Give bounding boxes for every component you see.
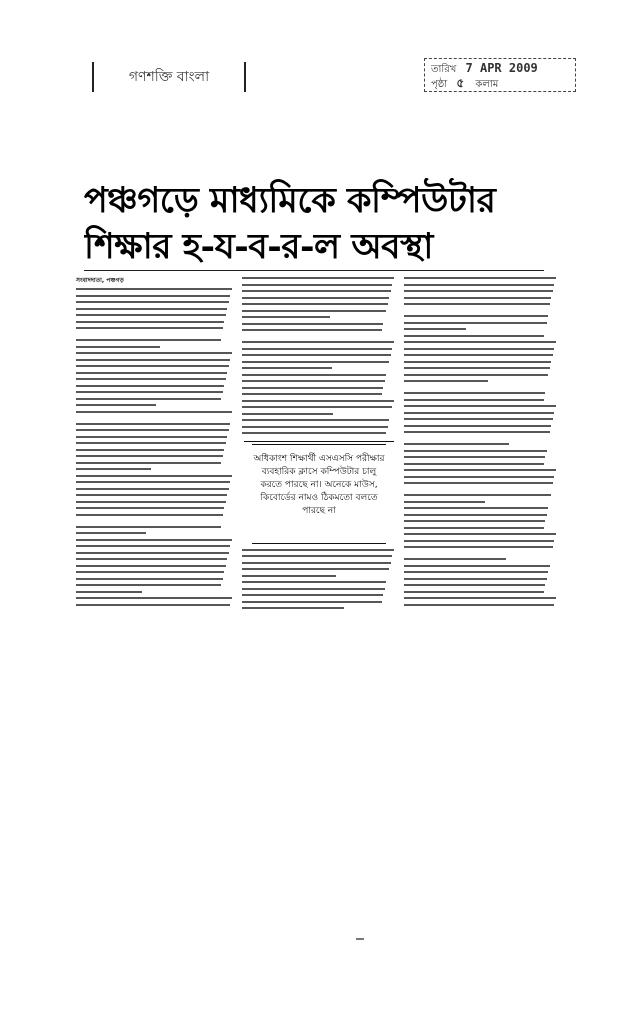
- text-line: [242, 575, 336, 577]
- text-line: [404, 565, 550, 567]
- text-line: [76, 411, 232, 413]
- text-line: [404, 341, 556, 343]
- text-line: [404, 501, 485, 503]
- text-line: [76, 372, 227, 374]
- text-line: [404, 315, 548, 317]
- text-line: [404, 284, 554, 286]
- text-line: [404, 450, 547, 452]
- news-clipping: [76, 172, 556, 587]
- text-line: [242, 290, 391, 292]
- page-label: পৃষ্ঠা: [431, 79, 448, 90]
- text-line: [76, 571, 224, 573]
- text-line: [242, 361, 389, 363]
- text-line: [76, 468, 151, 470]
- headline-line-1: পঞ্চগড়ে মাধ্যমিকে কম্পিউটার: [84, 180, 496, 221]
- text-line: [76, 404, 156, 406]
- headline: [84, 178, 554, 270]
- text-line: [404, 558, 506, 560]
- text-line: [76, 423, 230, 425]
- page-row: [431, 76, 498, 90]
- text-line: [404, 335, 544, 337]
- text-line: [404, 463, 544, 465]
- text-line: [404, 418, 553, 420]
- text-line: [76, 327, 223, 329]
- text-line: [242, 406, 392, 408]
- headline-line-2: শিক্ষার হ-য-ব-র-ল অবস্থা: [84, 226, 433, 267]
- text-line: [404, 322, 547, 324]
- text-line: [404, 540, 554, 542]
- text-line: [76, 429, 229, 431]
- column-3-text: [404, 277, 556, 606]
- text-line: [242, 348, 392, 350]
- text-line: [242, 419, 389, 421]
- text-line: [404, 277, 556, 279]
- pull-quote: অধিকাংশ শিক্ষার্থী এসএসসি পরীক্ষার ব্যবহারিক ক্লাসে কম্পিউটার চালু করতে পারছে না। অনেকে মাউস, কিবোর্ডের নামও ঠিকমতো বলতে পারছে না: [252, 444, 386, 544]
- text-line: [404, 380, 488, 382]
- date-value: 7 APR 2009: [465, 61, 538, 75]
- text-line: [404, 533, 556, 535]
- text-line: [242, 284, 392, 286]
- text-line: [76, 301, 229, 303]
- text-line: [242, 341, 394, 343]
- text-line: [76, 442, 226, 444]
- article-column-3: [404, 277, 556, 610]
- text-line: [242, 380, 385, 382]
- text-line: [404, 482, 553, 484]
- text-line: [76, 352, 232, 354]
- text-line: [404, 405, 556, 407]
- text-line: [76, 558, 227, 560]
- column-label: কলাম: [475, 79, 499, 90]
- text-line: [76, 359, 230, 361]
- text-line: [242, 568, 389, 570]
- text-line: [404, 578, 547, 580]
- text-line: [76, 565, 226, 567]
- text-line: [242, 393, 382, 395]
- text-line: [404, 367, 550, 369]
- text-line: [242, 277, 394, 279]
- text-line: [242, 323, 383, 325]
- text-line: [404, 571, 548, 573]
- text-line: [404, 476, 554, 478]
- text-line: [404, 456, 545, 458]
- page-value: ৫: [456, 76, 465, 90]
- column-1-text: [76, 288, 232, 606]
- text-line: [404, 591, 544, 593]
- text-line: [404, 290, 553, 292]
- text-line: [242, 426, 388, 428]
- article-column-1: [76, 277, 232, 610]
- text-line: [76, 507, 224, 509]
- text-line: [242, 562, 391, 564]
- text-line: [76, 295, 230, 297]
- text-line: [76, 378, 226, 380]
- text-line: [404, 374, 548, 376]
- text-line: [76, 578, 223, 580]
- text-line: [76, 449, 224, 451]
- text-line: [404, 303, 550, 305]
- text-line: [76, 597, 232, 599]
- text-line: [404, 527, 544, 529]
- text-line: [76, 462, 221, 464]
- text-line: [404, 328, 466, 330]
- text-line: [242, 297, 389, 299]
- text-line: [242, 432, 386, 434]
- text-line: [76, 314, 226, 316]
- text-line: [242, 588, 385, 590]
- column-2-text: [242, 277, 394, 609]
- text-line: [404, 494, 551, 496]
- text-line: [404, 443, 509, 445]
- text-line: [404, 425, 551, 427]
- text-line: [76, 308, 227, 310]
- text-line: [404, 412, 554, 414]
- text-line: [242, 581, 386, 583]
- text-line: [76, 385, 224, 387]
- text-line: [242, 367, 332, 369]
- text-line: [242, 354, 391, 356]
- text-line: [404, 584, 545, 586]
- text-line: [76, 365, 229, 367]
- text-line: [404, 597, 556, 599]
- text-line: [242, 549, 394, 551]
- text-line: [76, 514, 223, 516]
- text-line: [76, 494, 227, 496]
- text-line: [76, 391, 223, 393]
- text-line: [242, 387, 383, 389]
- text-line: [76, 455, 223, 457]
- text-line: [76, 398, 221, 400]
- text-line: [404, 399, 544, 401]
- text-line: [76, 545, 230, 547]
- text-line: [404, 392, 545, 394]
- text-line: [242, 607, 344, 609]
- text-line: [76, 526, 221, 528]
- text-line: [404, 354, 553, 356]
- date-label: তারিখ: [431, 64, 457, 75]
- text-line: [404, 361, 551, 363]
- text-line: [242, 601, 382, 603]
- text-line: [76, 436, 227, 438]
- text-line: [404, 431, 550, 433]
- date-stamp: [424, 58, 576, 92]
- page-mark: [356, 938, 364, 940]
- date-row: [431, 61, 538, 75]
- text-line: [76, 591, 142, 593]
- text-line: [404, 469, 556, 471]
- text-line: [242, 594, 383, 596]
- text-line: [76, 539, 232, 541]
- text-line: [76, 346, 160, 348]
- text-line: [76, 552, 229, 554]
- text-line: [76, 532, 146, 534]
- text-line: [404, 507, 548, 509]
- text-line: [76, 475, 232, 477]
- text-line: [242, 555, 392, 557]
- text-line: [242, 413, 333, 415]
- text-line: [76, 321, 224, 323]
- text-line: [76, 288, 232, 290]
- text-line: [76, 501, 226, 503]
- text-line: [76, 339, 221, 341]
- text-line: [76, 604, 230, 606]
- text-line: [242, 310, 386, 312]
- text-line: [404, 348, 554, 350]
- text-line: [404, 520, 545, 522]
- text-line: [404, 297, 551, 299]
- text-line: [404, 604, 554, 606]
- text-line: [404, 546, 553, 548]
- headline-rule: [84, 270, 544, 271]
- newspaper-masthead: গণশক্তি বাংলা: [92, 62, 246, 92]
- text-line: [242, 316, 330, 318]
- text-line: [242, 400, 394, 402]
- text-line: [242, 374, 386, 376]
- text-line: [76, 584, 221, 586]
- text-line: [242, 329, 382, 331]
- text-line: [404, 514, 547, 516]
- text-line: [76, 481, 230, 483]
- text-line: [76, 488, 229, 490]
- text-line: [242, 303, 388, 305]
- byline: সংবাদদাতা, পঞ্চগড়: [76, 277, 124, 284]
